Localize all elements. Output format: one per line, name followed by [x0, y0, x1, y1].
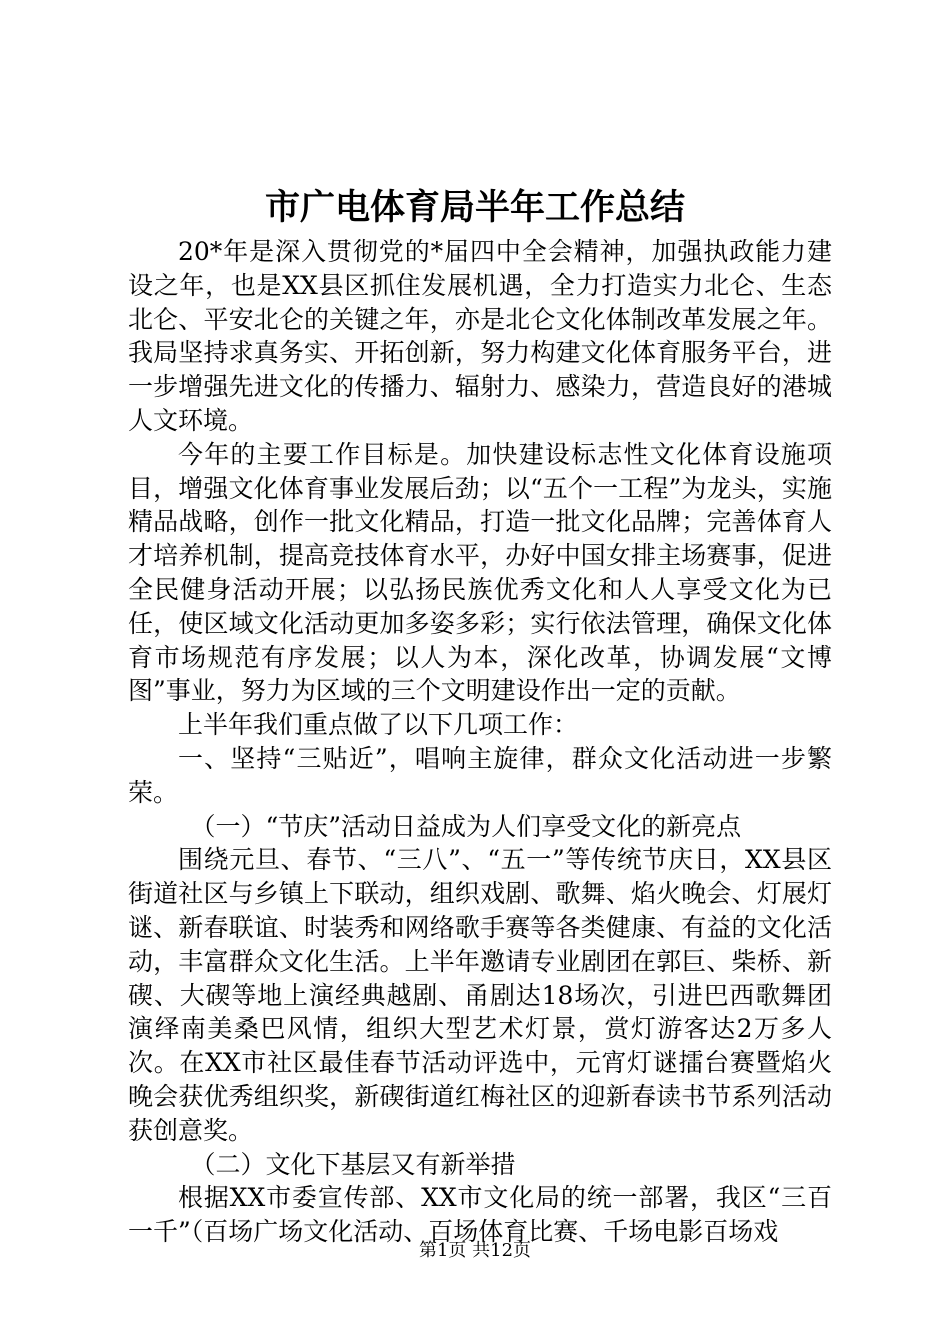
body-paragraph: 上半年我们重点做了以下几项工作：	[178, 710, 579, 740]
body-paragraph: 根据XX市委宣传部、XX市文化局的统一部署，我区“三百一千”（百场广场文化活动、百场体育比赛、千场电影百场戏	[128, 1183, 832, 1247]
document-title: 市广电体育局半年工作总结	[264, 188, 685, 228]
section-heading: 一、坚持“三贴近”，唱响主旋律，群众文化活动进一步繁荣。	[128, 743, 832, 807]
subsection-heading: （二）文化下基层又有新举措	[190, 1149, 516, 1179]
subsection-heading: （一）“节庆”活动日益成为人们享受文化的新亮点	[190, 811, 742, 841]
document-body	[128, 235, 832, 1249]
page-number-footer: 第1页 共12页	[418, 1240, 532, 1261]
body-paragraph: 围绕元旦、春节、“三八”、“五一”等传统节庆日，XX县区街道社区与乡镇上下联动，组织戏剧、歌舞、焰火晚会、灯展灯谜、新春联谊、时装秀和网络歌手赛等各类健康、有益的文化活动，丰富群众文化生活。上半年邀请专业剧团在郭巨、柴桥、新碶、大碶等地上演经典越剧、甬剧达18场次，引进巴西歌舞团演绎南美桑巴风情，组织大型艺术灯景，赏灯游客达2万多人次。在XX市社区最佳春节活动评选中，元宵灯谜擂台赛暨焰火晚会获优秀组织奖，新碶街道红梅社区的迎新春读书节系列活动获创意奖。	[128, 845, 832, 1145]
body-paragraph: 20*年是深入贯彻党的*届四中全会精神，加强执政能力建设之年，也是XX县区抓住发展机遇，全力打造实力北仑、生态北仑、平安北仑的关键之年，亦是北仑文化体制改革发展之年。我局坚持求真务实、开拓创新，努力构建文化体育服务平台，进一步增强先进文化的传播力、辐射力、感染力，营造良好的港城人文环境。	[128, 237, 832, 435]
body-paragraph: 今年的主要工作目标是。加快建设标志性文化体育设施项目，增强文化体育事业发展后劲；以“五个一工程”为龙头，实施精品战略，创作一批文化精品，打造一批文化品牌；完善体育人才培养机制，提高竞技体育水平，办好中国女排主场赛事，促进全民健身活动开展；以弘扬民族优秀文化和人人享受文化为已任，使区域文化活动更加多姿多彩；实行依法管理，确保文化体育市场规范有序发展；以人为本，深化改革，协调发展“文博图”事业，努力为区域的三个文明建设作出一定的贡献。	[128, 439, 832, 706]
